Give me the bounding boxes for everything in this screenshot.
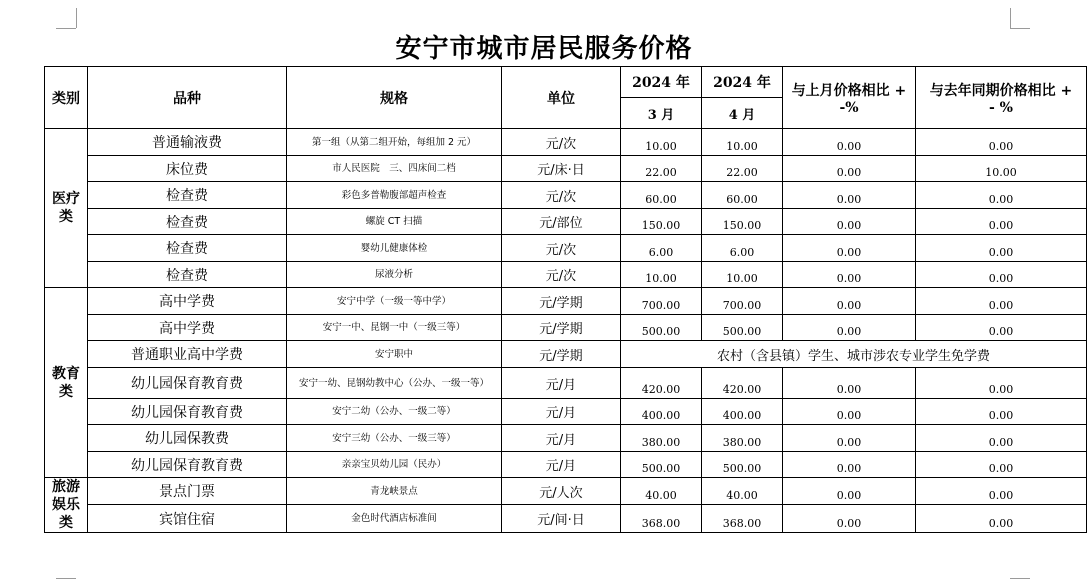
crop-mark [1010, 8, 1011, 28]
mom-change-cell: 0.00 [783, 209, 916, 235]
table-row [45, 505, 1087, 533]
unit-cell: 元/人次 [502, 478, 621, 505]
item-cell: 幼儿园保教费 [88, 425, 287, 452]
crop-mark [56, 578, 76, 579]
header-category: 类别 [45, 67, 88, 129]
table-row [45, 129, 1087, 156]
page-title: 安宁市城市居民服务价格 [395, 34, 693, 64]
april-price-cell: 22.00 [702, 156, 783, 182]
item-cell: 高中学费 [88, 315, 287, 341]
spec-cell: 尿液分析 [287, 262, 502, 288]
table-row [45, 288, 1087, 315]
mom-change-cell: 0.00 [783, 262, 916, 288]
unit-cell: 元/次 [502, 235, 621, 262]
yoy-change-cell: 0.00 [916, 182, 1087, 209]
april-price-cell: 500.00 [702, 315, 783, 341]
april-price-cell: 10.00 [702, 129, 783, 156]
unit-cell: 元/学期 [502, 288, 621, 315]
spec-cell: 安宁一幼、昆钢幼教中心（公办、一级一等） [287, 368, 502, 399]
april-price-cell: 368.00 [702, 505, 783, 533]
category-cell: 医疗类 [45, 129, 88, 288]
unit-cell: 元/次 [502, 262, 621, 288]
header-mom: 与上月价格相比 + -% [783, 67, 916, 129]
unit-cell: 元/学期 [502, 341, 621, 368]
spec-cell: 安宁中学（一级一等中学） [287, 288, 502, 315]
item-cell: 普通输液费 [88, 129, 287, 156]
march-price-cell: 420.00 [621, 368, 702, 399]
table-row [45, 262, 1087, 288]
march-price-cell: 40.00 [621, 478, 702, 505]
item-cell: 检查费 [88, 262, 287, 288]
mom-change-cell: 0.00 [783, 452, 916, 478]
header-col-a-month: 3 月 [621, 98, 702, 129]
april-price-cell: 60.00 [702, 182, 783, 209]
item-cell: 幼儿园保育教育费 [88, 452, 287, 478]
mom-change-cell: 0.00 [783, 288, 916, 315]
yoy-change-cell: 0.00 [916, 235, 1087, 262]
item-cell: 床位费 [88, 156, 287, 182]
march-price-cell: 700.00 [621, 288, 702, 315]
unit-cell: 元/部位 [502, 209, 621, 235]
april-price-cell: 500.00 [702, 452, 783, 478]
april-price-cell: 150.00 [702, 209, 783, 235]
yoy-change-cell: 0.00 [916, 288, 1087, 315]
table-row [45, 235, 1087, 262]
header-col-b-month: 4 月 [702, 98, 783, 129]
item-cell: 幼儿园保育教育费 [88, 399, 287, 425]
march-price-cell: 380.00 [621, 425, 702, 452]
unit-cell: 元/月 [502, 368, 621, 399]
april-price-cell: 380.00 [702, 425, 783, 452]
spec-cell: 安宁职中 [287, 341, 502, 368]
item-cell: 景点门票 [88, 478, 287, 505]
mom-change-cell: 0.00 [783, 182, 916, 209]
header-spec: 规格 [287, 67, 502, 129]
march-price-cell: 22.00 [621, 156, 702, 182]
march-price-cell: 500.00 [621, 452, 702, 478]
table-row [45, 452, 1087, 478]
crop-mark [76, 8, 77, 28]
yoy-change-cell: 0.00 [916, 262, 1087, 288]
yoy-change-cell: 0.00 [916, 478, 1087, 505]
spec-cell: 第一组（从第二组开始，每组加 2 元） [287, 129, 502, 156]
spec-cell: 金色时代酒店标准间 [287, 505, 502, 533]
unit-cell: 元/次 [502, 129, 621, 156]
spec-cell: 婴幼儿健康体检 [287, 235, 502, 262]
item-cell: 检查费 [88, 182, 287, 209]
march-price-cell: 400.00 [621, 399, 702, 425]
yoy-change-cell: 0.00 [916, 315, 1087, 341]
april-price-cell: 10.00 [702, 262, 783, 288]
item-cell: 检查费 [88, 235, 287, 262]
mom-change-cell: 0.00 [783, 315, 916, 341]
unit-cell: 元/月 [502, 452, 621, 478]
unit-cell: 元/间·日 [502, 505, 621, 533]
header-item: 品种 [88, 67, 287, 129]
item-cell: 检查费 [88, 209, 287, 235]
item-cell: 普通职业高中学费 [88, 341, 287, 368]
spec-cell: 市人民医院 三、四床间二档 [287, 156, 502, 182]
table-row [45, 156, 1087, 182]
price-table [44, 66, 1087, 533]
april-price-cell: 700.00 [702, 288, 783, 315]
mom-change-cell: 0.00 [783, 368, 916, 399]
april-price-cell: 40.00 [702, 478, 783, 505]
yoy-change-cell: 0.00 [916, 452, 1087, 478]
mom-change-cell: 0.00 [783, 399, 916, 425]
crop-mark [1010, 578, 1030, 579]
spec-cell: 安宁二幼（公办、一级二等） [287, 399, 502, 425]
yoy-change-cell: 0.00 [916, 505, 1087, 533]
april-price-cell: 400.00 [702, 399, 783, 425]
spec-cell: 安宁一中、昆钢一中（一级三等） [287, 315, 502, 341]
table-row [45, 399, 1087, 425]
unit-cell: 元/床·日 [502, 156, 621, 182]
spec-cell: 安宁三幼（公办、一级三等） [287, 425, 502, 452]
mom-change-cell: 0.00 [783, 156, 916, 182]
table-row [45, 425, 1087, 452]
march-price-cell: 368.00 [621, 505, 702, 533]
mom-change-cell: 0.00 [783, 235, 916, 262]
march-price-cell: 10.00 [621, 129, 702, 156]
mom-change-cell: 0.00 [783, 505, 916, 533]
yoy-change-cell: 0.00 [916, 209, 1087, 235]
table-row [45, 341, 1087, 368]
mom-change-cell: 0.00 [783, 129, 916, 156]
header-row [45, 67, 1087, 98]
item-cell: 宾馆住宿 [88, 505, 287, 533]
unit-cell: 元/月 [502, 399, 621, 425]
march-price-cell: 6.00 [621, 235, 702, 262]
note-cell: 农村（含县镇）学生、城市涉农专业学生免学费 [621, 341, 1087, 368]
march-price-cell: 10.00 [621, 262, 702, 288]
spec-cell: 亲亲宝贝幼儿园（民办） [287, 452, 502, 478]
march-price-cell: 150.00 [621, 209, 702, 235]
spec-cell: 青龙峡景点 [287, 478, 502, 505]
yoy-change-cell: 0.00 [916, 425, 1087, 452]
header-yoy: 与去年同期价格相比 + - % [916, 67, 1087, 129]
header-unit: 单位 [502, 67, 621, 129]
table-row [45, 368, 1087, 399]
unit-cell: 元/次 [502, 182, 621, 209]
yoy-change-cell: 0.00 [916, 129, 1087, 156]
header-col-a-year: 2024 年 [621, 67, 702, 98]
march-price-cell: 60.00 [621, 182, 702, 209]
table-row [45, 182, 1087, 209]
spec-cell: 螺旋 CT 扫描 [287, 209, 502, 235]
header-col-b-year: 2024 年 [702, 67, 783, 98]
unit-cell: 元/月 [502, 425, 621, 452]
april-price-cell: 6.00 [702, 235, 783, 262]
item-cell: 幼儿园保育教育费 [88, 368, 287, 399]
category-cell: 教育类 [45, 288, 88, 478]
mom-change-cell: 0.00 [783, 478, 916, 505]
yoy-change-cell: 0.00 [916, 399, 1087, 425]
item-cell: 高中学费 [88, 288, 287, 315]
yoy-change-cell: 10.00 [916, 156, 1087, 182]
category-cell: 旅游娱乐类 [45, 478, 88, 533]
spec-cell: 彩色多普勒腹部超声检查 [287, 182, 502, 209]
table-row [45, 315, 1087, 341]
mom-change-cell: 0.00 [783, 425, 916, 452]
yoy-change-cell: 0.00 [916, 368, 1087, 399]
april-price-cell: 420.00 [702, 368, 783, 399]
march-price-cell: 500.00 [621, 315, 702, 341]
unit-cell: 元/学期 [502, 315, 621, 341]
table-row [45, 209, 1087, 235]
table-row [45, 478, 1087, 505]
